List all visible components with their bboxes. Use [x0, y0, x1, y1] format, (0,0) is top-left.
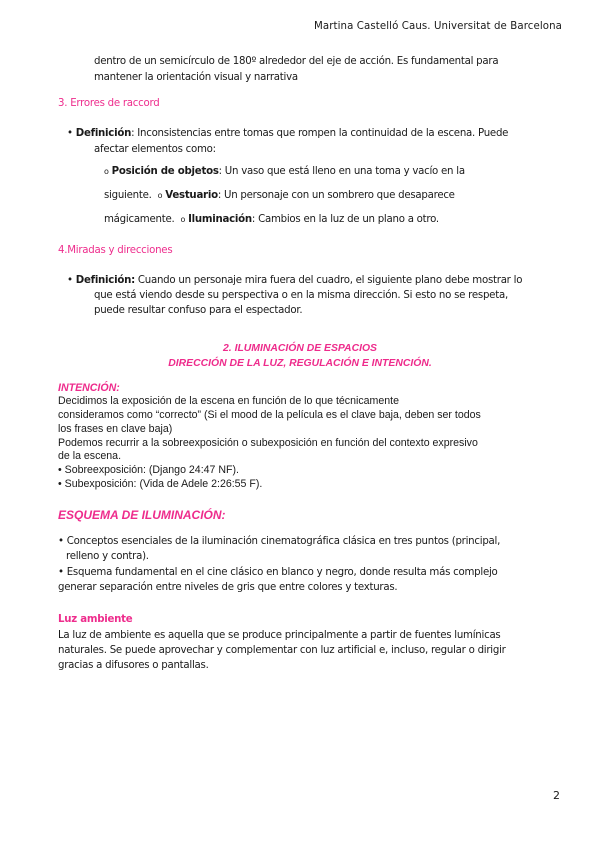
miradas-line-3: puede resultar confuso para el espectador. — [94, 305, 303, 316]
miradas-heading: 4.Miradas y direcciones — [58, 245, 173, 256]
intencion-line: Decidimos la exposición de la escena en función de lo que técnicamente — [58, 395, 399, 407]
luz-line: naturales. Se puede aprovechar y complementar con luz artificial e, incluso, regular o dirigir — [58, 645, 506, 656]
esquema-line: relleno y contra). — [66, 551, 149, 562]
continuation-line-1: dentro de un semicírculo de 180º alrededor del eje de acción. Es fundamental para — [94, 56, 499, 67]
raccord-sub-posicion — [104, 166, 465, 177]
luz-heading: Luz ambiente — [58, 614, 133, 625]
luz-line: gracias a difusores o pantallas. — [58, 660, 209, 671]
intencion-line: consideramos como “correcto” (Si el mood de la película es el clave baja, deben ser todos — [58, 409, 481, 421]
intencion-line: Podemos recurrir a la sobreexposición o subexposición en función del contexto expresivo — [58, 437, 478, 449]
miradas-definition — [67, 275, 522, 286]
luz-line: La luz de ambiente es aquella que se produce principalmente a partir de fuentes lumínicas — [58, 630, 501, 641]
miradas-def-label: Definición: — [75, 275, 135, 286]
intencion-bullet-sobre: • Sobreexposición: (Django 24:47 NF). — [58, 464, 239, 476]
intencion-heading: INTENCIÓN: — [58, 382, 120, 394]
sub-bullet: o — [157, 191, 163, 200]
page-number: 2 — [553, 789, 560, 802]
raccord-def-label: Definición — [75, 128, 132, 139]
posicion-text-2: siguiente. — [104, 190, 152, 201]
posicion-label: Posición de objetos — [111, 166, 219, 177]
raccord-sub-vestuario — [104, 190, 455, 201]
raccord-def-text-2: afectar elementos como: — [94, 144, 216, 155]
esquema-heading: ESQUEMA DE ILUMINACIÓN: — [58, 508, 226, 522]
iluminacion-label: Iluminación — [188, 214, 252, 225]
intencion-bullet-sub: • Subexposición: (Vida de Adele 2:26:55 F). — [58, 478, 263, 490]
continuation-line-2: mantener la orientación visual y narrativa — [94, 72, 298, 83]
vestuario-text-2: mágicamente. — [104, 214, 175, 225]
esquema-line: • Esquema fundamental en el cine clásico en blanco y negro, donde resulta más complejo — [58, 567, 498, 578]
sub-bullet: o — [180, 215, 186, 224]
raccord-sub-iluminacion — [104, 214, 439, 225]
esquema-line: • Conceptos esenciales de la iluminación cinematográfica clásica en tres puntos (principal, — [58, 536, 501, 547]
iluminacion-text: : Cambios en la luz de un plano a otro. — [251, 214, 439, 225]
intencion-line: los frases en clave baja) — [58, 423, 173, 435]
bullet: • — [67, 275, 73, 286]
miradas-line-1: Cuando un personaje mira fuera del cuadro, el siguiente plano debe mostrar lo — [134, 275, 523, 286]
raccord-heading: 3. Errores de raccord — [58, 98, 160, 109]
raccord-def-text-1: : Inconsistencias entre tomas que rompen la continuidad de la escena. Puede — [131, 128, 509, 139]
vestuario-text-1: : Un personaje con un sombrero que desaparece — [217, 190, 455, 201]
sub-bullet: o — [104, 167, 109, 176]
page-header: Martina Castelló Caus. Universitat de Barcelona — [314, 21, 562, 32]
esquema-line: generar separación entre niveles de gris que entre colores y texturas. — [58, 582, 398, 593]
miradas-line-2: que está viendo desde su perspectiva o en la misma dirección. Si esto no se respeta, — [94, 290, 508, 301]
posicion-text-1: : Un vaso que está lleno en una toma y vacío en la — [218, 166, 465, 177]
section-title-2: DIRECCIÓN DE LA LUZ, REGULACIÓN E INTENCIÓN. — [168, 358, 432, 369]
raccord-definition — [67, 128, 508, 139]
section-title-1: 2. ILUMINACIÓN DE ESPACIOS — [223, 343, 377, 354]
vestuario-label: Vestuario — [165, 190, 218, 201]
intencion-line: de la escena. — [58, 450, 122, 462]
bullet: • — [67, 128, 73, 139]
